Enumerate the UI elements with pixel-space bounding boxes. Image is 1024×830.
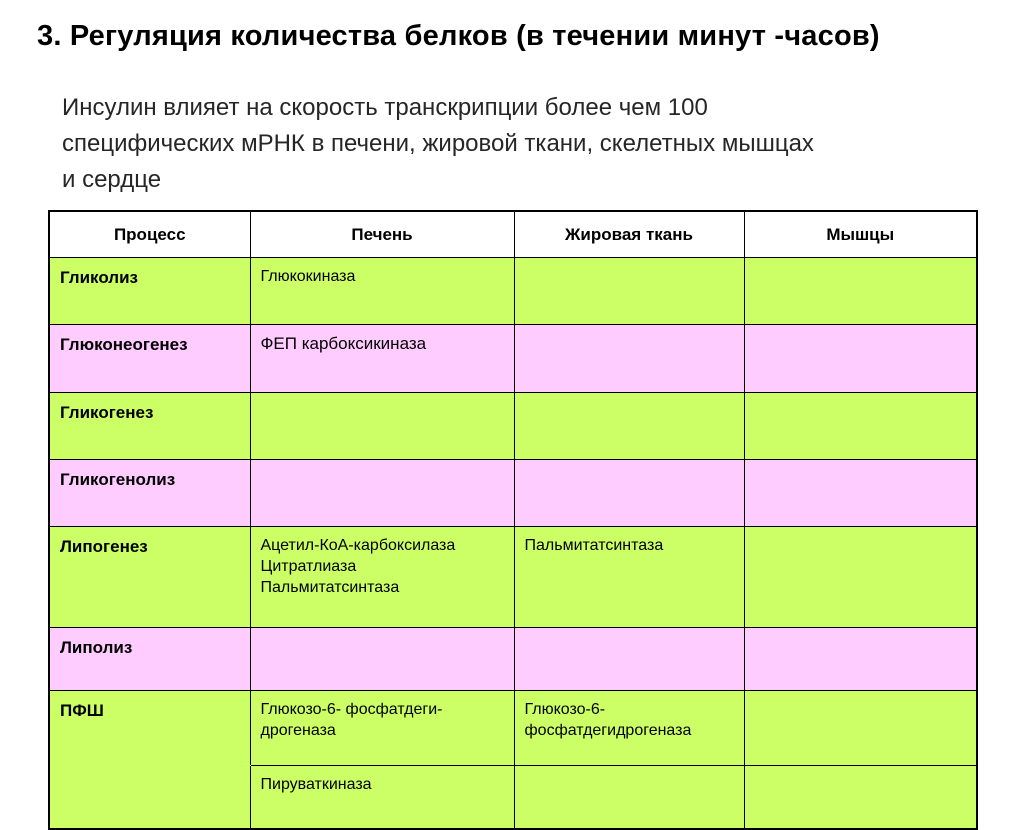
fat-cell (514, 258, 744, 325)
enzyme-name: Пальмитатсинтаза (524, 537, 664, 554)
header-process: Процесс (49, 211, 250, 258)
muscle-cell (744, 628, 977, 691)
muscle-cell (744, 460, 977, 527)
liver-cell (250, 628, 514, 691)
process-cell: Липогенез (49, 527, 250, 628)
muscle-cell (744, 393, 977, 460)
liver-cell (250, 460, 514, 527)
process-cell (49, 766, 250, 830)
liver-cell (250, 691, 514, 766)
process-cell: ПФШ (49, 691, 250, 766)
enzyme-name: Глюкозо-6- фосфатдеги- (260, 701, 443, 718)
liver-cell (250, 325, 514, 393)
subtitle-line: и сердце (62, 166, 162, 193)
fat-cell (514, 691, 744, 766)
fat-cell (514, 325, 744, 393)
process-cell: Гликогенез (49, 393, 250, 460)
enzyme-name: Ацетил-КоА-карбоксилаза (260, 537, 456, 554)
enzyme-name: Цитратлиаза (260, 558, 357, 575)
enzyme-regulation-table (48, 210, 978, 830)
fat-cell (514, 527, 744, 628)
liver-cell (250, 766, 514, 830)
process-cell: Гликогенолиз (49, 460, 250, 527)
slide-title: 3. Регуляция количества белков (в течении минут -часов) (37, 20, 880, 52)
liver-cell (250, 527, 514, 628)
enzyme-name: Пируваткиназа (260, 776, 372, 793)
subtitle-line: специфических мРНК в печени, жировой ткани, скелетных мышцах (62, 130, 814, 157)
subtitle-line: Инсулин влияет на скорость транскрипции более чем 100 (62, 94, 708, 121)
enzyme-name: фосфатдегидрогеназа (524, 722, 692, 739)
liver-cell (250, 258, 514, 325)
enzyme-name: Глюкозо-6- (524, 701, 606, 718)
enzyme-name: дрогеназа (260, 722, 336, 739)
table-header-row (49, 211, 977, 258)
fat-cell (514, 460, 744, 527)
fat-cell (514, 393, 744, 460)
table-row (49, 766, 977, 830)
table-row (49, 691, 977, 766)
process-cell: Липолиз (49, 628, 250, 691)
muscle-cell (744, 325, 977, 393)
header-fat-tissue: Жировая ткань (514, 211, 744, 258)
enzyme-name: ФЕП карбоксикиназа (260, 334, 427, 353)
liver-cell (250, 393, 514, 460)
muscle-cell (744, 527, 977, 628)
table-row (49, 325, 977, 393)
table-row (49, 258, 977, 325)
muscle-cell (744, 766, 977, 830)
table-row (49, 527, 977, 628)
header-liver: Печень (250, 211, 514, 258)
fat-cell (514, 766, 744, 830)
table-row (49, 628, 977, 691)
muscle-cell (744, 691, 977, 766)
process-cell: Гликолиз (49, 258, 250, 325)
muscle-cell (744, 258, 977, 325)
table-row (49, 393, 977, 460)
enzyme-name: Глюкокиназа (260, 268, 356, 285)
enzyme-name: Пальмитатсинтаза (260, 579, 400, 596)
slide-subtitle (62, 90, 992, 198)
fat-cell (514, 628, 744, 691)
process-cell: Глюконеогенез (49, 325, 250, 393)
header-muscle: Мышцы (744, 211, 977, 258)
table-row (49, 460, 977, 527)
